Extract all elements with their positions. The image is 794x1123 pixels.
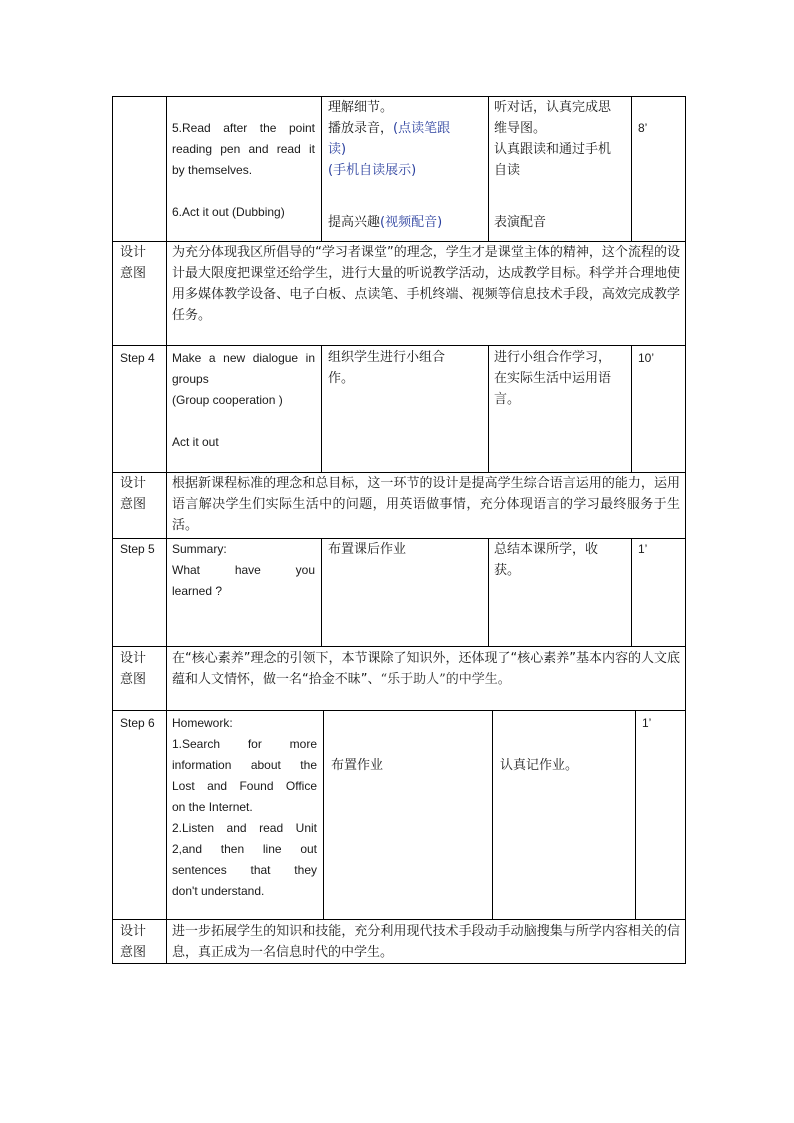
column-divider bbox=[323, 710, 324, 919]
content-line: Make a new dialogue in bbox=[172, 351, 315, 365]
design-intent-label bbox=[120, 473, 146, 515]
content-line: 6.Act it out (Dubbing) bbox=[172, 205, 285, 219]
column-divider bbox=[488, 96, 489, 241]
content-line: on the Internet. bbox=[172, 800, 253, 814]
student-line: 言。 bbox=[494, 392, 521, 407]
column-divider bbox=[631, 345, 632, 472]
student-activity-cell bbox=[494, 97, 630, 233]
student-line: 维导图。 bbox=[494, 121, 547, 136]
time-cell: 1’ bbox=[638, 542, 648, 556]
design-intent-label bbox=[120, 242, 146, 284]
student-line: 认真跟读和通过手机 bbox=[494, 142, 612, 157]
row-divider bbox=[112, 919, 686, 920]
time-cell: 10’ bbox=[638, 351, 655, 365]
teacher-line: 提高兴趣(视频配音) bbox=[328, 215, 443, 230]
content-line: Lost and Found Office bbox=[172, 779, 317, 793]
column-divider bbox=[631, 538, 632, 646]
table-border-left bbox=[112, 96, 113, 964]
content-line: 2.Listen and read Unit bbox=[172, 821, 317, 835]
activity-content-cell bbox=[172, 713, 317, 902]
label-line: 意图 bbox=[120, 497, 147, 512]
label-line: 意图 bbox=[120, 672, 147, 687]
column-divider bbox=[321, 345, 322, 472]
column-divider bbox=[631, 96, 632, 241]
step-label: Step 4 bbox=[120, 351, 155, 365]
student-line: 进行小组合作学习， bbox=[494, 350, 612, 365]
time-cell: 1’ bbox=[642, 716, 652, 730]
column-divider bbox=[321, 96, 322, 241]
column-divider bbox=[488, 538, 489, 646]
content-line: Act it out bbox=[172, 435, 219, 449]
teacher-activity-cell bbox=[328, 97, 488, 233]
teacher-line: 组织学生进行小组合 bbox=[328, 350, 446, 365]
student-line: 获。 bbox=[494, 563, 521, 578]
student-line: 在实际生活中运用语 bbox=[494, 371, 612, 386]
activity-content-cell bbox=[172, 118, 315, 223]
time-cell: 8’ bbox=[638, 121, 648, 135]
teacher-line: 播放录音，(点读笔跟 bbox=[328, 121, 451, 136]
student-line: 自读 bbox=[494, 163, 521, 178]
label-line: 设计 bbox=[120, 651, 147, 666]
content-line: 5.Read after the point bbox=[172, 121, 315, 135]
content-line: reading pen and read it bbox=[172, 142, 315, 156]
content-line: What have you bbox=[172, 563, 315, 577]
design-intent-text: 在“核心素养”理念的引领下，本节课除了知识外，还体现了“核心素养”基本内容的人文底蕴和人文情怀，做一名“拾金不昧”、“乐于助人”的中学生。 bbox=[172, 651, 680, 687]
content-line: sentences that they bbox=[172, 863, 317, 877]
row-divider bbox=[112, 710, 686, 711]
teacher-line: (手机自读展示) bbox=[328, 163, 417, 178]
teacher-line: 作。 bbox=[328, 371, 355, 386]
column-divider bbox=[321, 538, 322, 646]
student-line: 听对话，认真完成思 bbox=[494, 100, 612, 115]
activity-content-cell bbox=[172, 348, 315, 453]
content-line: Summary: bbox=[172, 542, 227, 556]
design-intent-label bbox=[120, 921, 146, 963]
student-activity-cell bbox=[494, 347, 630, 410]
table-border-bottom bbox=[112, 963, 686, 964]
content-line: Homework: bbox=[172, 716, 233, 730]
column-divider bbox=[492, 710, 493, 919]
content-line: 1.Search for more bbox=[172, 737, 317, 751]
student-activity-cell: 认真记作业。 bbox=[500, 758, 579, 773]
student-line: 总结本课所学，收 bbox=[494, 542, 599, 557]
design-intent-text: 为充分体现我区所倡导的“学习者课堂”的理念，学生才是课堂主体的精神，这个流程的设计最大限度把课堂还给学生，进行大量的听说教学活动，达成教学目标。科学并合理地使用多媒体教学设备、电子白板、点读笔、手机终端、视频等信息技术手段，高效完成教学任务。 bbox=[172, 245, 680, 323]
teacher-activity-cell bbox=[328, 347, 488, 389]
student-line: 表演配音 bbox=[494, 215, 547, 230]
teacher-line: 理解细节。 bbox=[328, 100, 394, 115]
label-line: 意图 bbox=[120, 266, 147, 281]
content-line: by themselves. bbox=[172, 163, 253, 177]
column-divider bbox=[635, 710, 636, 919]
label-line: 设计 bbox=[120, 924, 147, 939]
activity-content-cell bbox=[172, 539, 315, 602]
row-divider bbox=[112, 345, 686, 346]
column-divider bbox=[488, 345, 489, 472]
content-line: groups bbox=[172, 372, 209, 386]
content-line: (Group cooperation ) bbox=[172, 393, 283, 407]
row-divider bbox=[112, 646, 686, 647]
label-line: 设计 bbox=[120, 245, 147, 260]
teacher-activity-cell: 布置课后作业 bbox=[328, 542, 407, 557]
column-divider bbox=[166, 96, 167, 964]
content-line: don't understand. bbox=[172, 884, 265, 898]
design-intent-text: 根据新课程标准的理念和总目标，这一环节的设计是提高学生综合语言运用的能力，运用语言解决学生们实际生活中的问题，用英语做事情，充分体现语言的学习最终服务于生活。 bbox=[172, 476, 680, 533]
label-line: 设计 bbox=[120, 476, 147, 491]
design-intent-text: 进一步拓展学生的知识和技能，充分利用现代技术手段动手动脑搜集与所学内容相关的信息，真正成为一名信息时代的中学生。 bbox=[172, 924, 680, 960]
label-line: 意图 bbox=[120, 945, 147, 960]
step-label: Step 5 bbox=[120, 542, 155, 556]
student-activity-cell bbox=[494, 539, 630, 581]
teacher-activity-cell: 布置作业 bbox=[331, 758, 384, 773]
content-line: learned ? bbox=[172, 584, 223, 598]
step-label: Step 6 bbox=[120, 716, 155, 730]
teacher-line: 读) bbox=[328, 142, 347, 157]
design-intent-label bbox=[120, 648, 146, 690]
table-border-right bbox=[685, 96, 686, 964]
content-line: 2,and then line out bbox=[172, 842, 317, 856]
content-line: information about the bbox=[172, 758, 317, 772]
